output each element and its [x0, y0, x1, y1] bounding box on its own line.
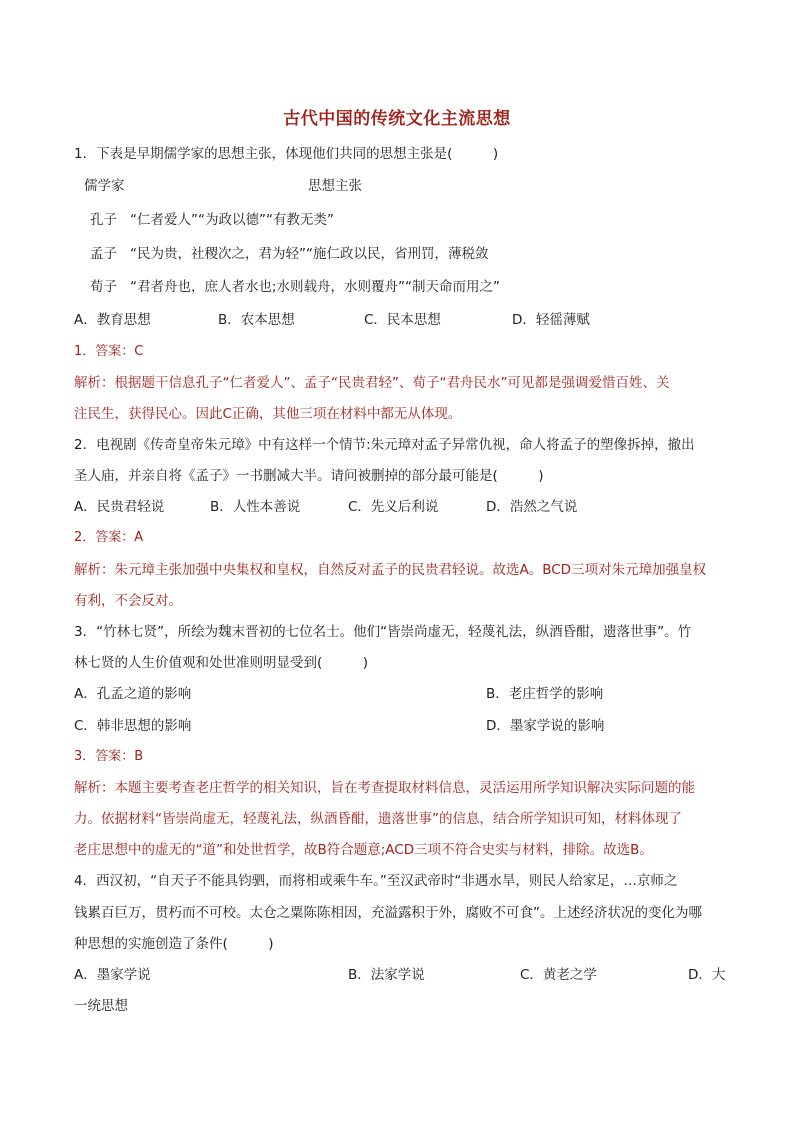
- q4-option-d-continued: 一统思想: [74, 998, 128, 1014]
- q4-option-b: B．法家学说: [348, 967, 425, 983]
- q4-stem: 钱累百巨万，贯朽而不可校。太仓之粟陈陈相因，充溢露积于外，腐败不可食”。上述经济状况的变化为哪: [74, 905, 702, 921]
- q2-stem: 2．电视剧《传奇皇帝朱元璋》中有这样一个情节:朱元璋对孟子异常仇视，命人将孟子的塑像拆掉，撤出: [74, 437, 695, 453]
- q1-row-name: 荀子: [90, 279, 117, 295]
- q1-row-name: 孔子: [90, 212, 117, 228]
- q1-table-header-thought: 思想主张: [308, 178, 362, 194]
- q2-answer: 2．答案：A: [74, 530, 144, 545]
- page-title: 古代中国的传统文化主流思想: [283, 109, 511, 129]
- q3-option-b: B．老庄哲学的影响: [486, 686, 604, 702]
- q2-option-a: A．民贵君轻说: [74, 499, 165, 515]
- q4-option-a: A．墨家学说: [74, 967, 151, 983]
- q3-analysis: 解析：本题主要考查老庄哲学的相关知识，旨在考查提取材料信息，灵活运用所学知识解决实际问题的能: [74, 780, 695, 796]
- q4-stem: 4．西汉初，“自天子不能具钧驷，而将相或乘牛车。”至汉武帝时“非遇水旱，则民人给家足，…京师之: [74, 873, 678, 889]
- q3-analysis: 老庄思想中的虚无的“道”和处世哲学，故B符合题意;ACD三项不符合史实与材料，排除。故选B。: [74, 842, 653, 858]
- q4-stem: 种思想的实施创造了条件( ): [74, 936, 274, 952]
- q1-row-content: “君者舟也，庶人者水也;水则载舟，水则覆舟”“制天命而用之”: [130, 279, 501, 295]
- q1-row-content: “仁者爱人”“为政以德”“有教无类”: [130, 212, 334, 228]
- q3-stem: 3．“竹林七贤”，所绘为魏末晋初的七位名士。他们“皆崇尚虚无，轻蔑礼法，纵酒昏酣，遗落世事”。竹: [74, 624, 692, 640]
- q1-analysis: 解析：根据题干信息孔子“仁者爱人”、孟子“民贵君轻”、荀子“君舟民水”可见都是强调爱惜百姓、关: [74, 375, 670, 391]
- q1-answer: 1．答案：C: [74, 344, 144, 359]
- q1-stem: 1．下表是早期儒学家的思想主张，体现他们共同的思想主张是( ): [74, 146, 499, 162]
- q2-option-c: C．先义后利说: [348, 499, 439, 515]
- q4-option-d: D．大: [688, 967, 726, 983]
- q2-option-d: D．浩然之气说: [486, 499, 578, 515]
- q1-option-a: A．教育思想: [74, 312, 151, 328]
- q2-analysis: 解析：朱元璋主张加强中央集权和皇权，自然反对孟子的民贵君轻说。故选A。BCD三项对朱元璋加强皇权: [74, 562, 707, 578]
- q1-analysis: 注民生，获得民心。因此C正确，其他三项在材料中都无从体现。: [74, 406, 462, 422]
- q1-row-name: 孟子: [90, 246, 117, 262]
- q3-option-a: A．孔孟之道的影响: [74, 686, 192, 702]
- q4-option-c: C．黄老之学: [520, 967, 597, 983]
- q1-table-header-scholar: 儒学家: [84, 178, 125, 194]
- q1-option-c: C．民本思想: [364, 312, 441, 328]
- q2-option-b: B．人性本善说: [210, 499, 301, 515]
- q1-option-b: B．农本思想: [218, 312, 295, 328]
- q3-option-c: C．韩非思想的影响: [74, 718, 192, 734]
- q1-row-content: “民为贵，社稷次之，君为轻”“施仁政以民，省刑罚，薄税敛: [130, 246, 489, 262]
- q3-analysis: 力。依据材料“皆崇尚虚无，轻蔑礼法，纵酒昏酣，遗落世事”的信息，结合所学知识可知，材料体现了: [74, 811, 682, 827]
- q3-answer: 3．答案：B: [74, 749, 144, 764]
- q2-stem: 圣人庙，并亲自将《孟子》一书删减大半。请问被删掉的部分最可能是( ): [74, 468, 544, 484]
- q3-stem: 林七贤的人生价值观和处世准则明显受到( ): [74, 655, 369, 671]
- q3-option-d: D．墨家学说的影响: [486, 718, 605, 734]
- q1-option-d: D．轻徭薄赋: [512, 312, 590, 328]
- q2-analysis: 有利，不会反对。: [74, 593, 182, 609]
